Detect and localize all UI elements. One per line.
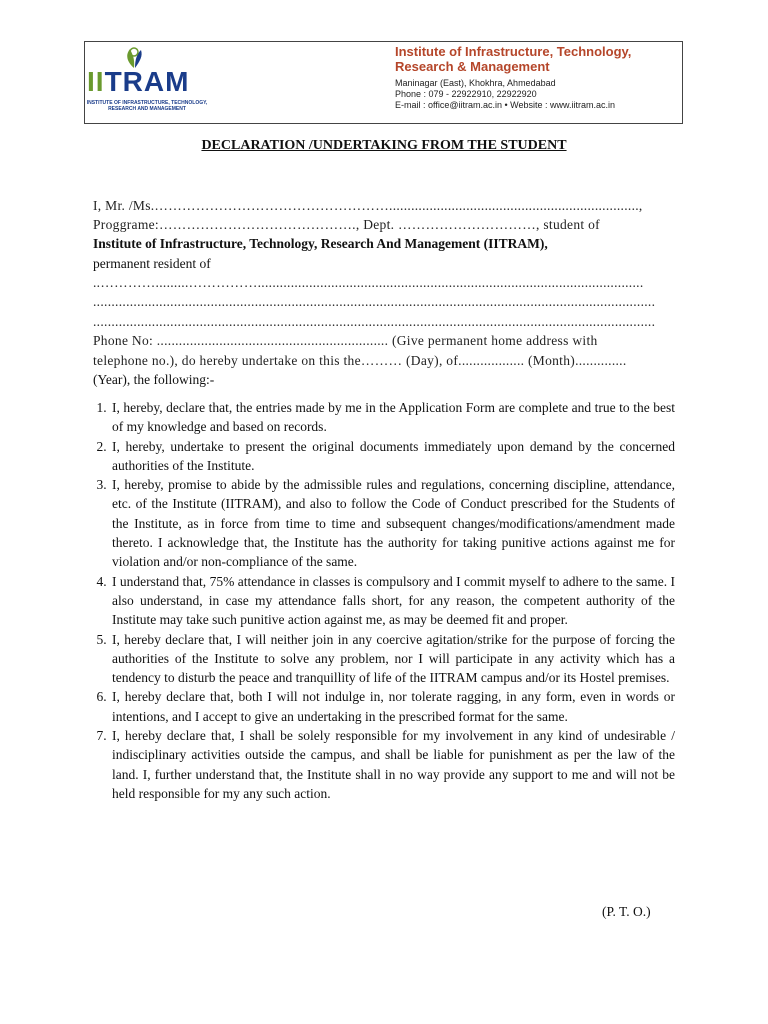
address-line-2: ......................................................................................................................................................... xyxy=(93,294,656,309)
letterhead xyxy=(84,41,683,124)
resident-label: permanent resident of xyxy=(93,256,211,271)
phone-line: Phone No: ............................................................... (Give permanent home address with xyxy=(93,333,598,348)
institute-phone: Phone : 079 - 22922910, 22922920 xyxy=(395,89,537,99)
logo-wordmark: IITRAM xyxy=(87,66,190,97)
declaration-list xyxy=(64,398,675,803)
list-item: 5. I, hereby declare that, I will neither join in any coercive agitation/strike for the purpose of forcing the authorities of the Institute to solve any problem, nor I will participate in any activity which has a tendency to disturb the peace and tranquillity of life of the IITRAM campus and/or its Hostel premises. xyxy=(110,630,675,688)
logo-subtitle: INSTITUTE OF INFRASTRUCTURE, TECHNOLOGY, RESEARCH AND MANAGEMENT xyxy=(86,100,208,112)
list-item: 3. I, hereby, promise to abide by the admissible rules and regulations, concerning discipline, attendance, etc. of the Institute (IITRAM), and also to follow the Code of Conduct prescribed for the Students of the Institute, as in force from time to time and subsequent changes/modifications/amendment made thereto. I acknowledge that, the Institute has the authority for taking punitive actions against me for violation and/or non-compliance of the same. xyxy=(110,475,675,571)
page-title: DECLARATION /UNDERTAKING FROM THE STUDENT xyxy=(201,138,567,153)
institute-name-line2: Research & Management xyxy=(395,59,550,74)
date-line: telephone no.), do hereby undertake on this the……… (Day), of.................. (Month).............. xyxy=(93,353,627,368)
following-line: (Year), the following:- xyxy=(93,372,215,387)
iitram-logo xyxy=(85,42,215,123)
name-line: I, Mr. /Ms.……………………………………………...................................................................., xyxy=(93,198,643,213)
list-item: 2. I, hereby, undertake to present the original documents immediately upon demand by the concerned authorities of the Institute. xyxy=(110,437,675,476)
list-item: 4. I understand that, 75% attendance in classes is compulsory and I commit myself to adhere to the same. I also understand, in case my attendance falls short, for any reason, the competent authority of the Institute may take such punitive action against me, as may be deemed fit and proper. xyxy=(110,572,675,630)
list-item: 6. I, hereby declare that, both I will not indulge in, nor tolerate ragging, in any form, even in words or intentions, and I accept to give an undertaking in the prescribed format for the same. xyxy=(110,687,675,726)
institute-info xyxy=(395,44,680,111)
institute-line: Institute of Infrastructure, Technology, Research And Management (IITRAM), xyxy=(93,236,548,251)
institute-contact: E-mail : office@iitram.ac.in • Website : www.iitram.ac.in xyxy=(395,100,616,110)
programme-line: Proggrame:……………………………………., Dept. …………………………, student of xyxy=(93,217,600,232)
address-line-1: ..………….........……………......................................................................................................... xyxy=(93,275,644,290)
list-item: 1. I, hereby, declare that, the entries made by me in the Application Form are complete and true to the best of my knowledge and based on records. xyxy=(110,398,675,437)
list-item: 7. I, hereby declare that, I shall be solely responsible for my involvement in any kind of undesirable / indisciplinary activities outside the campus, and shall be liable for punishment as per the law of the land. I, further understand that, the Institute shall in no way provide any support to me and will not be held responsible for my any such action. xyxy=(110,726,675,803)
institute-address: Maninagar (East), Khokhra, Ahmedabad xyxy=(395,78,556,88)
address-line-3: ......................................................................................................................................................... xyxy=(93,314,656,329)
pto-note: (P. T. O.) xyxy=(602,904,651,919)
institute-name-line1: Institute of Infrastructure, Technology, xyxy=(395,44,632,59)
